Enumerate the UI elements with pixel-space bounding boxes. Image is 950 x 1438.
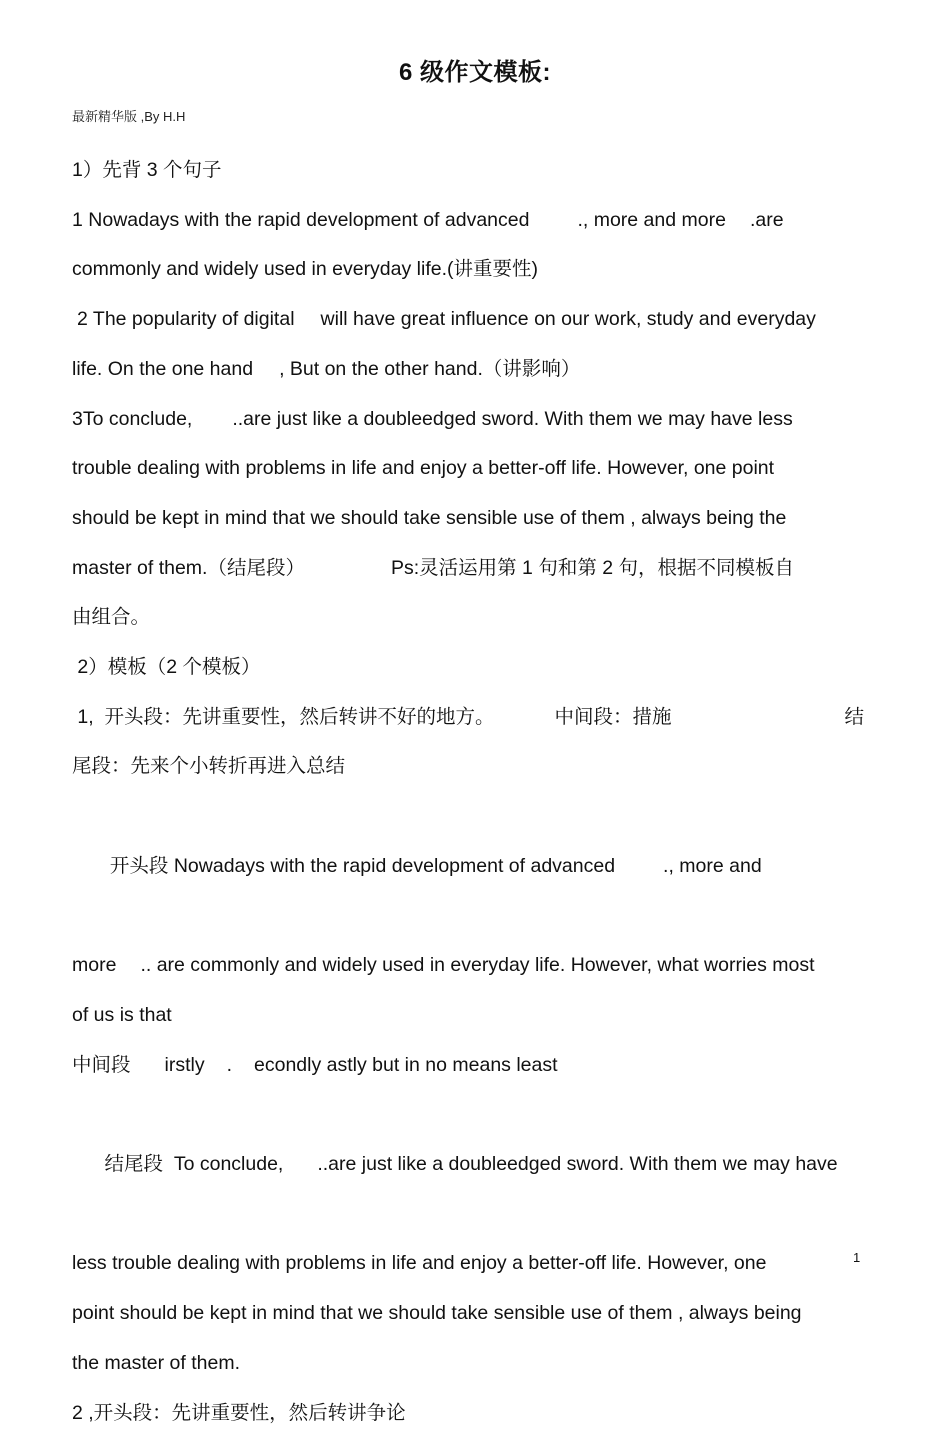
section2-heading: 2）模板（2 个模板） (72, 656, 261, 679)
template1-ending-line1 (72, 1090, 864, 1239)
template1-line1 (72, 693, 864, 743)
text-span: . (226, 1053, 233, 1076)
page-title: 6 级作文模板: (398, 59, 551, 86)
text-span: ., more and (663, 854, 762, 877)
template2-line1: 2 ,开头段：先讲重要性，然后转讲争论 (72, 1401, 406, 1424)
text-span: will have great influence on our work, study and everyday (320, 308, 816, 331)
text-span: more (72, 954, 117, 977)
text-span: 结 (844, 705, 864, 728)
sentence3-line2: trouble dealing with problems in life and enjoy a better-off life. However, one point (72, 457, 775, 480)
page-number: 1 (853, 1250, 861, 1265)
template1-opening-line2 (72, 941, 864, 991)
sentence3-line1 (72, 395, 864, 445)
text-span: 3To conclude, (72, 407, 193, 430)
template1-opening-line1 (72, 792, 864, 941)
sentence3-line5: 由组合。 (72, 606, 151, 629)
text-span: ..are just like a doubleedged sword. With them we may have (317, 1153, 838, 1176)
text-span: irstly (164, 1053, 205, 1076)
text-span: .are (749, 208, 784, 231)
text-span: 1 Nowadays with the rapid development of advanced (72, 208, 530, 231)
template1-ending-line2: less trouble dealing with problems in life and enjoy a better-off life. However, one (72, 1252, 767, 1275)
text-span: master of them.（结尾段） (72, 556, 305, 579)
template1-opening-line3: of us is that (72, 1003, 172, 1026)
sentence2-line1 (72, 295, 864, 345)
sentence3-line3: should be kept in mind that we should take sensible use of them , always being the (72, 506, 787, 529)
document-body (72, 146, 864, 1438)
text-span: ..are just like a doubleedged sword. With them we may have less (232, 407, 793, 430)
subtitle: 最新精华版 ,By H.H (72, 109, 186, 124)
text-span: econdly astly but in no means least (254, 1053, 558, 1076)
template1-line2: 尾段：先来个小转折再进入总结 (72, 755, 346, 778)
text-span: Ps:灵活运用第 1 句和第 2 句，根据不同模板自 (390, 556, 795, 579)
text-span: 中间段 (72, 1053, 131, 1076)
template1-ending-line3: point should be kept in mind that we should take sensible use of them , always being (72, 1302, 802, 1325)
sentence3-line4 (72, 544, 864, 594)
text-span: 1, 开头段：先讲重要性，然后转讲不好的地方。 (72, 705, 495, 728)
text-span: .. are commonly and widely used in everyday life. However, what worries most (140, 954, 815, 977)
text-span: ., more and more (577, 208, 726, 231)
template1-middle (72, 1041, 864, 1091)
text-span: life. On the one hand (72, 357, 254, 380)
template1-ending-line4: the master of them. (72, 1351, 240, 1374)
text-span: 中间段：措施 (554, 705, 672, 728)
text-span: 开头段 Nowadays with the rapid development of advanced (104, 854, 616, 877)
section1-heading: 1）先背 3 个句子 (72, 159, 222, 181)
sentence2-line2 (72, 345, 864, 395)
text-span: 结尾段 To conclude, (104, 1153, 284, 1176)
text-span: , But on the other hand.（讲影响） (279, 357, 581, 380)
text-span: 2 The popularity of digital (77, 308, 295, 331)
sentence1-line1 (72, 196, 864, 246)
sentence1-line2: commonly and widely used in everyday life.(讲重要性) (72, 258, 539, 281)
